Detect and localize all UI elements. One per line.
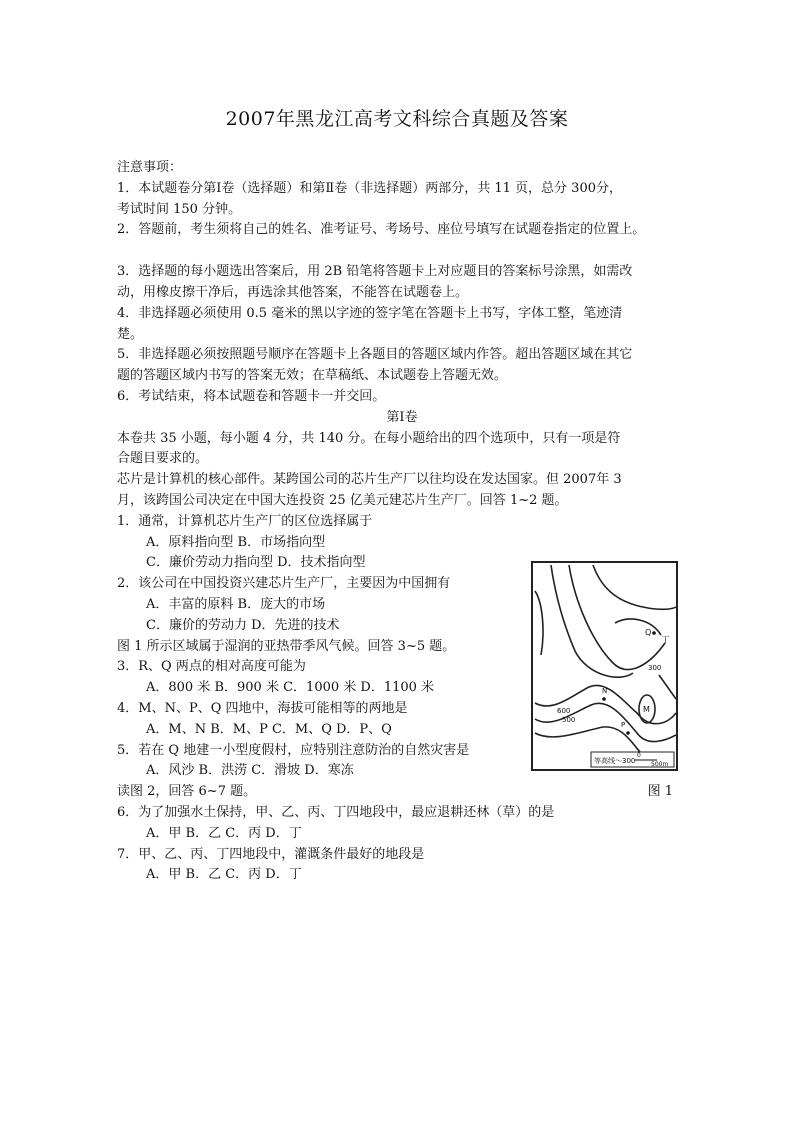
figure-caption: 图 1 bbox=[647, 784, 673, 800]
section-title: 第Ⅰ卷 bbox=[386, 409, 418, 425]
passage-line: 芯片是计算机的核心部件。某跨国公司的芯片生产厂以往均设在发达国家。但 2007年 3 bbox=[117, 472, 622, 488]
label-n: N bbox=[602, 687, 608, 695]
notice-line: 5．非选择题必须按照题号顺序在答题卡上各题目的答题区域内作答。超出答题区域在其它 bbox=[117, 347, 633, 363]
legend-text: 等高线～300 bbox=[594, 757, 636, 765]
point-n bbox=[602, 697, 606, 701]
label-ding: 丁 bbox=[661, 636, 671, 646]
notice-line: 6．考试结束，将本试题卷和答题卡一并交回。 bbox=[117, 388, 386, 404]
notice-heading: 注意事项： bbox=[117, 160, 183, 175]
passage-line: 月，该跨国公司决定在中国大连投资 25 亿美元建芯片生产厂。回答 1~2 题。 bbox=[117, 492, 568, 508]
label-m: M bbox=[643, 705, 650, 714]
notice-line: 1．本试题卷分第Ⅰ卷（选择题）和第Ⅱ卷（非选择题）两部分，共 11 页，总分 300分， bbox=[117, 180, 622, 196]
question-options: A．原料指向型 B．市场指向型 bbox=[146, 534, 326, 550]
question-options: A．丰富的原料 B．庞大的市场 bbox=[146, 596, 326, 612]
point-q bbox=[652, 631, 656, 635]
notice-line: 动，用橡皮擦干净后，再选涂其他答案，不能答在试题卷上。 bbox=[117, 284, 469, 300]
question-stem: 4．M、N、P、Q 四地中，海拔可能相等的两地是 bbox=[117, 700, 408, 716]
question-options: A．甲 B．乙 C．丙 D．丁 bbox=[146, 825, 302, 841]
section-intro: 合题目要求的。 bbox=[117, 451, 209, 467]
contour-line bbox=[593, 565, 676, 609]
passage-line: 图 1 所示区域属于湿润的亚热带季风气候。回答 3~5 题。 bbox=[117, 638, 456, 654]
passage-line: 读图 2，回答 6~7 题。 bbox=[117, 784, 257, 800]
point-p bbox=[626, 731, 630, 735]
question-options: A．M、N B．M、P C．M、Q D．P、Q bbox=[146, 721, 392, 737]
legend-scale-label: 500m bbox=[651, 761, 669, 768]
section-intro: 本卷共 35 小题，每小题 4 分，共 140 分。在每小题给出的四个选项中，只有一项是符 bbox=[117, 430, 621, 446]
map-points bbox=[602, 631, 656, 735]
document-title: 2007年黑龙江高考文科综合真题及答案 bbox=[225, 108, 569, 130]
label-p: P bbox=[621, 721, 626, 729]
label-300: 300 bbox=[648, 664, 662, 672]
question-options: A．风沙 B．洪涝 C．滑坡 D．寒冻 bbox=[146, 763, 354, 779]
question-options: A．甲 B．乙 C．丙 D．丁 bbox=[146, 867, 302, 883]
question-stem: 3．R、Q 两点的相对高度可能为 bbox=[117, 659, 306, 675]
legend-scale-zero: 0 bbox=[637, 752, 641, 759]
notice-line: 2．答题前，考生须将自己的姓名、准考证号、考场号、座位号填写在试题卷指定的位置上。 bbox=[117, 222, 646, 238]
question-options: C．廉价的劳动力 D．先进的技术 bbox=[146, 617, 340, 633]
question-options: A．800 米 B．900 米 C．1000 米 D．1100 米 bbox=[146, 680, 435, 696]
contour-map-figure bbox=[531, 561, 678, 771]
document-body bbox=[117, 158, 687, 886]
map-legend bbox=[591, 752, 674, 768]
notice-line: 4．非选择题必须使用 0.5 毫米的黑以字迹的签字笔在答题卡上书写，字体工整，笔迹清 bbox=[117, 305, 623, 321]
contour-line bbox=[535, 591, 543, 655]
contour-line bbox=[659, 675, 676, 699]
notice-line: 考试时间 150 分钟。 bbox=[117, 201, 242, 217]
contour-map bbox=[533, 563, 676, 769]
notice-line: 3．选择题的每小题选出答案后，用 2B 铅笔将答题卡上对应题目的答案标号涂黑，如需改 bbox=[117, 264, 633, 280]
contour-lines bbox=[535, 565, 676, 753]
label-q: Q bbox=[645, 628, 652, 637]
contour-line bbox=[569, 565, 665, 670]
question-stem: 5．若在 Q 地建一小型度假村，应特别注意防治的自然灾害是 bbox=[117, 742, 470, 758]
notice-line: 楚。 bbox=[117, 326, 144, 342]
contour-line bbox=[535, 727, 641, 753]
question-stem: 6．为了加强水土保持，甲、乙、丙、丁四地段中，最应退耕还林（草）的是 bbox=[117, 804, 555, 820]
question-options: C．廉价劳动力指向型 D．技术指向型 bbox=[146, 555, 366, 571]
label-500: 500 bbox=[562, 716, 576, 724]
label-600: 600 bbox=[557, 707, 571, 715]
notice-line: 题的答题区域内书写的答案无效；在草稿纸、本试题卷上答题无效。 bbox=[117, 368, 508, 384]
question-stem: 7．甲、乙、丙、丁四地段中，灌溉条件最好的地段是 bbox=[117, 846, 425, 862]
question-stem: 1．通常，计算机芯片生产厂的区位选择属于 bbox=[117, 513, 373, 529]
question-stem: 2．该公司在中国投资兴建芯片生产厂，主要因为中国拥有 bbox=[117, 576, 451, 592]
